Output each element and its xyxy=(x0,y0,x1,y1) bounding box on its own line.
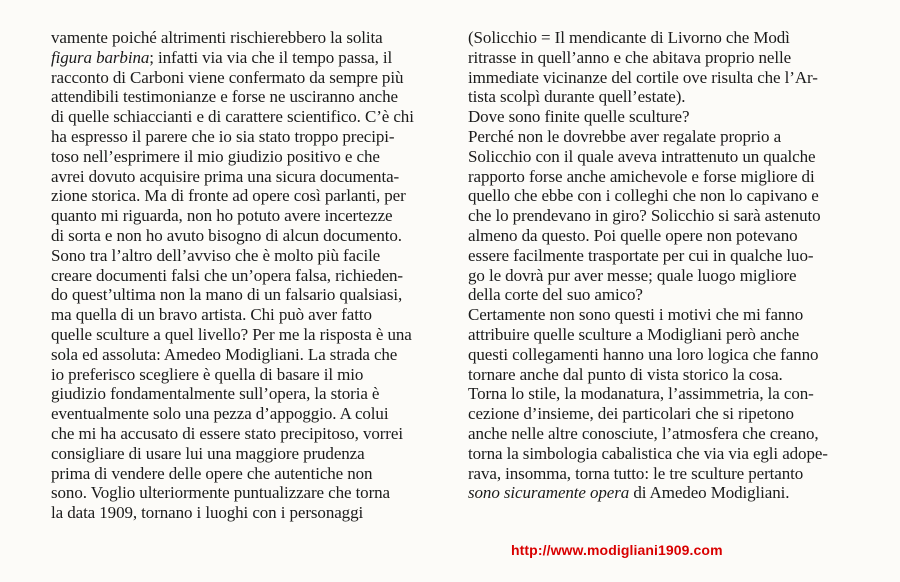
text-line: vamente poiché altrimenti rischierebbero la solita xyxy=(51,28,383,47)
text-line: questi collegamenti hanno una loro logica che fanno xyxy=(468,344,819,364)
text-line: Certamente non sono questi i motivi che mi fanno xyxy=(468,305,804,325)
text-line: cezione d’insieme, dei particolari che si ripetono xyxy=(468,404,794,424)
text-line: sola ed assoluta: Amedeo Modigliani. La strada che xyxy=(51,344,398,364)
text-line: attribuire quelle sculture a Modigliani però anche xyxy=(468,324,800,344)
text-line xyxy=(468,483,868,503)
text-line: Dove sono finite quelle sculture? xyxy=(468,107,690,127)
text-line: racconto di Carboni viene confermato da sempre più xyxy=(51,67,404,87)
text-line: consigliare di usare lui una maggiore prudenza xyxy=(51,443,365,463)
text-line: giudizio fondamentalmente sull’opera, la storia è xyxy=(51,384,380,404)
left-text-column xyxy=(51,28,443,523)
text-line: che mi ha accusato di essere stato precipitoso, vorrei xyxy=(51,423,403,443)
text-line: ha espresso il parere che io sia stato troppo precipi- xyxy=(51,126,395,146)
line-continuation: di Amedeo Modigliani. xyxy=(629,483,790,503)
text-line: tornare anche dal punto di vista storico la cosa. xyxy=(468,364,783,384)
text-line: che lo prendevano in giro? Solicchio si sarà astenuto xyxy=(468,206,821,226)
text-line: quanto mi riguarda, non ho potuto avere incertezze xyxy=(51,206,393,226)
text-line: go le dovrà pur aver messe; quale luogo migliore xyxy=(468,265,797,285)
text-line: anche nelle altre conosciute, l’atmosfera che creano, xyxy=(468,423,819,443)
text-line: tista scolpì durante quell’estate). xyxy=(468,87,686,107)
text-line: Sono tra l’altro dell’avviso che è molto più facile xyxy=(51,245,381,265)
italic-phrase: sono sicuramente opera xyxy=(468,483,630,503)
text-line: rava, insomma, torna tutto: le tre sculture pertanto xyxy=(468,463,804,483)
text-line: prima di vendere delle opere che autentiche non xyxy=(51,463,373,483)
text-line: avrei dovuto acquisire prima una sicura documenta- xyxy=(51,166,400,186)
text-line: almeno da questo. Poi quelle opere non potevano xyxy=(468,225,798,245)
text-line: toso nell’esprimere il mio giudizio positivo e che xyxy=(51,146,380,166)
text-line: ritrasse in quell’anno e che abitava proprio nelle xyxy=(468,47,792,67)
text-line: do quest’ultima non la mano di un falsario qualsiasi, xyxy=(51,285,403,305)
text-line: di sorta e non ho avuto bisogno di alcun documento. xyxy=(51,225,402,245)
text-line: Torna lo stile, la modanatura, l’assimmetria, la con- xyxy=(468,384,814,404)
line-continuation: ; infatti via via che il tempo passa, il xyxy=(149,47,393,67)
text-line: io preferisco scegliere è quella di basare il mio xyxy=(51,364,364,384)
text-line: immediate vicinanze del cortile ove risulta che l’Ar- xyxy=(468,67,818,87)
text-line: essere facilmente trasportate per cui in qualche luo- xyxy=(468,245,814,265)
right-text-column xyxy=(468,28,868,503)
text-line: della corte del suo amico? xyxy=(468,285,643,305)
text-line: sono. Voglio ulteriormente puntualizzare che torna xyxy=(51,483,390,503)
text-line xyxy=(51,48,443,68)
website-link[interactable]: http://www.modigliani1909.com xyxy=(511,542,723,558)
text-line: ma quella di un bravo artista. Chi può aver fatto xyxy=(51,305,372,325)
italic-phrase: figura barbina xyxy=(51,47,150,67)
text-line: eventualmente solo una pezza d’appoggio. A colui xyxy=(51,404,389,424)
text-line: la data 1909, tornano i luoghi con i personaggi xyxy=(51,503,364,523)
text-line: (Solicchio = Il mendicante di Livorno che Modì xyxy=(468,28,790,47)
text-line: attendibili testimonianze e forse ne usciranno anche xyxy=(51,87,398,107)
text-line: creare documenti falsi che un’opera falsa, richieden- xyxy=(51,265,403,285)
text-line: Solicchio con il quale aveva intrattenuto un qualche xyxy=(468,146,816,166)
text-line: quelle sculture a quel livello? Per me la risposta è una xyxy=(51,324,412,344)
text-line: rapporto forse anche amichevole e forse migliore di xyxy=(468,166,815,186)
text-line: torna la simbologia cabalistica che via via egli adope- xyxy=(468,443,828,463)
text-line: quello che ebbe con i colleghi che non lo capivano e xyxy=(468,186,819,206)
text-line: zione storica. Ma di fronte ad opere così parlanti, per xyxy=(51,186,406,206)
text-line: Perché non le dovrebbe aver regalate proprio a xyxy=(468,126,782,146)
text-line: di quelle schiaccianti e di carattere scientifico. C’è chi xyxy=(51,107,414,127)
